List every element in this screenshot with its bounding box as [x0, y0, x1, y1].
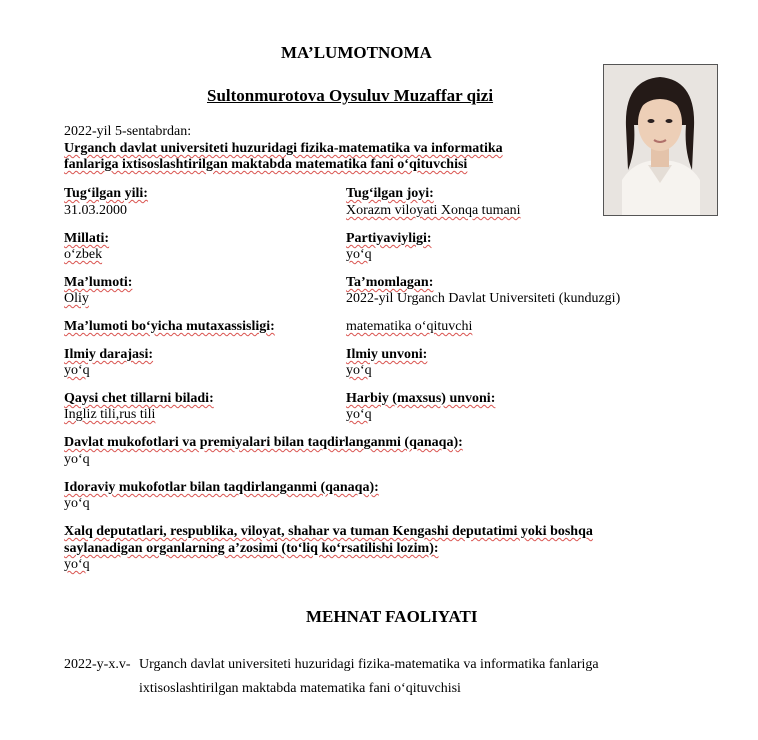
nationality-label: Millati:: [64, 231, 110, 246]
specialty-label: Ma’lumoti bo‘yicha mutaxassisligi:: [64, 319, 275, 334]
education-value: Oliy: [64, 291, 89, 306]
departmental-awards-value: yo‘q: [64, 496, 90, 511]
birth-place-value: Xorazm viloyati Xonqa tumani: [346, 203, 521, 218]
position-line-1: Urganch davlat universiteti huzuridagi fizika-matematika va informatika: [64, 141, 503, 156]
languages-label: Qaysi chet tillarni biladi:: [64, 391, 214, 406]
person-name: Sultonmurotova Oysuluv Muzaffar qizi: [207, 86, 494, 105]
party-label: Partiyaviyligi:: [346, 231, 432, 246]
academic-title-label: Ilmiy unvoni:: [346, 347, 428, 362]
work-line-1: Urganch davlat universiteti huzuridagi fizika-matematika va informatika fanlariga: [139, 657, 599, 672]
party-value: yo‘q: [346, 247, 372, 262]
graduated-label: Ta’momlagan:: [346, 275, 434, 290]
languages-value: Ingliz tili,rus tili: [64, 407, 156, 422]
state-awards-value: yo‘q: [64, 452, 90, 467]
work-period: 2022-y-x.v-: [64, 657, 131, 672]
degree-value: yo‘q: [64, 363, 90, 378]
deputy-label-line-1: Xalq deputatlari, respublika, viloyat, shahar va tuman Kengashi deputatimi yoki boshqa: [64, 524, 593, 539]
deputy-value: yo‘q: [64, 557, 90, 572]
degree-label: Ilmiy darajasi:: [64, 347, 154, 362]
education-label: Ma’lumoti:: [64, 275, 133, 290]
military-value: yo‘q: [346, 407, 372, 422]
birth-place-label: Tug‘ilgan joyi:: [346, 186, 434, 201]
military-label: Harbiy (maxsus) unvoni:: [346, 391, 496, 406]
profile-photo: [603, 64, 718, 216]
nationality-value: o‘zbek: [64, 247, 103, 262]
deputy-label-line-2: saylanadigan organlarning a’zosimi (to‘liq ko‘rsatilishi lozim):: [64, 541, 439, 556]
academic-title-value: yo‘q: [346, 363, 372, 378]
state-awards-label: Davlat mukofotlari va premiyalari bilan taqdirlanganmi (qanaqa):: [64, 435, 463, 450]
graduated-value: 2022-yil Urganch Davlat Universiteti (kunduzgi): [346, 291, 621, 306]
birth-year-label: Tug‘ilgan yili:: [64, 186, 148, 201]
document-title: MA’LUMOTNOMA: [281, 43, 432, 62]
departmental-awards-label: Idoraviy mukofotlar bilan taqdirlanganmi (qanaqa):: [64, 480, 379, 495]
work-line-2: ixtisoslashtirilgan maktabda matematika fani o‘qituvchisi: [139, 681, 461, 696]
position-line-2: fanlariga ixtisoslashtirilgan maktabda matematika fani o‘qituvchisi: [64, 157, 468, 172]
work-heading: MEHNAT FAOLIYATI: [306, 607, 478, 626]
birth-year-value: 31.03.2000: [64, 203, 127, 218]
position-since: 2022-yil 5-sentabrdan:: [64, 124, 192, 139]
specialty-value: matematika o‘qituvchi: [346, 319, 473, 334]
